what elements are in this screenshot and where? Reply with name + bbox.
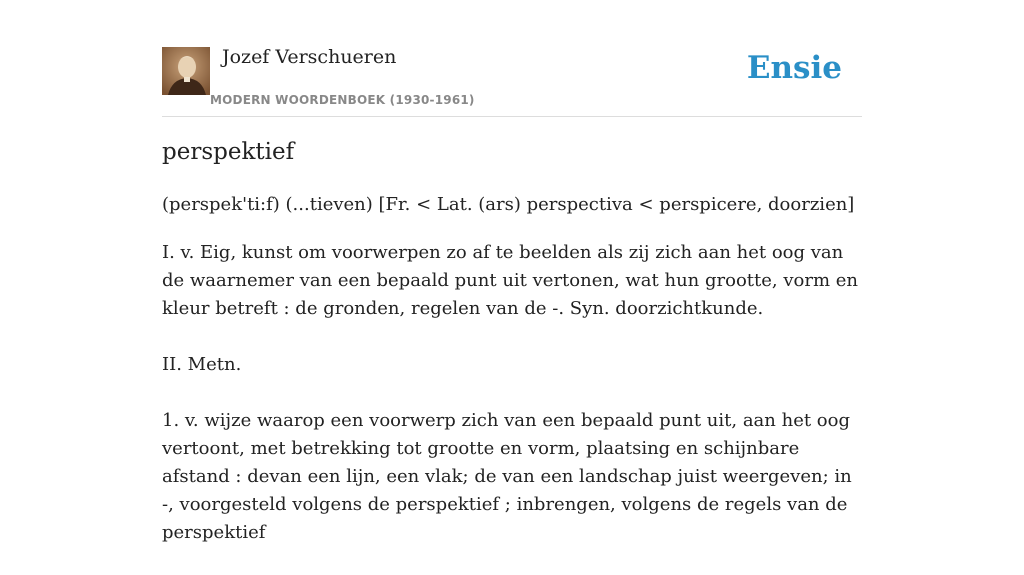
entry-definition — [162, 239, 862, 575]
ensie-logo[interactable]: Ensie — [746, 50, 842, 86]
header — [162, 0, 862, 117]
author-name[interactable]: Jozef Verschueren — [222, 46, 397, 68]
entry-etymology: (perspek'ti:f) (...tieven) [Fr. < Lat. (ars) perspectiva < perspicere, doorzien] — [162, 194, 855, 215]
source-name[interactable]: MODERN WOORDENBOEK (1930-1961) — [210, 93, 475, 107]
author-avatar[interactable] — [162, 47, 210, 95]
entry-title: perspektief — [162, 139, 295, 165]
definition-paragraph: II. Metn. — [162, 354, 242, 375]
page — [162, 0, 862, 543]
definition-paragraph: 1. v. wijze waarop een voorwerp zich van een bepaald punt uit, aan het oog vertoont, met betrekking tot grootte en vorm, plaatsing en schijnbare afstand : devan een lijn, een vlak; de van een landschap juist weergeven; in -, voorgesteld volgens de perspektief ; inbrengen, volgens de regels van de perspektief — [162, 410, 852, 543]
author-portrait-icon — [162, 47, 210, 95]
definition-paragraph: I. v. Eig, kunst om voorwerpen zo af te beelden als zij zich aan het oog van de waarnemer van een bepaald punt uit vertonen, wat hun grootte, vorm en kleur betreft : de gronden, regelen van de -. Syn. doorzichtkunde. — [162, 242, 859, 319]
